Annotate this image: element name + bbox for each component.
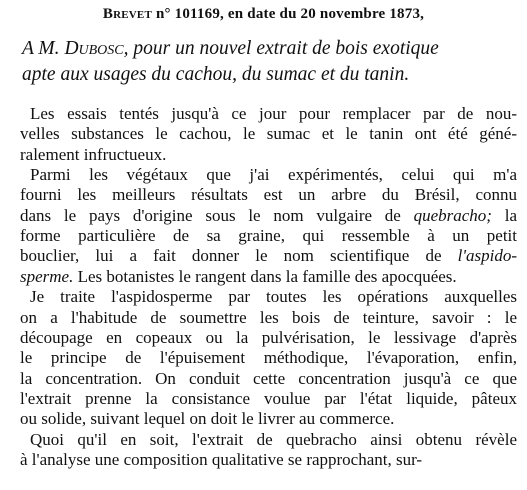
patent-header	[0, 6, 527, 23]
text-line	[20, 369, 517, 389]
italic-term: quebracho;	[413, 205, 492, 225]
text-segment: fourni les meilleurs résultats est un arbre du Brésil, connu	[20, 185, 517, 205]
text-segment: velles substances le cachou, le sumac et le tanin ont été géné-	[20, 124, 517, 144]
text-segment: ou solide, suivant lequel on doit le livrer au commerce.	[20, 409, 395, 429]
text-line	[20, 409, 517, 429]
patent-title-line-1	[22, 36, 512, 62]
text-line	[20, 124, 517, 144]
patent-header-prefix: Brevet	[102, 6, 153, 22]
text-line	[20, 206, 517, 226]
text-line	[20, 389, 517, 409]
text-segment: découpage en copeaux ou la pulvérisation, le lessivage d'après	[20, 327, 517, 347]
text-segment: Les botanistes le rangent dans la famille des apocquées.	[73, 266, 457, 286]
text-line	[30, 165, 517, 185]
text-segment: forme particulière de sa graine, qui ressemble à un petit	[20, 226, 517, 246]
text-segment: on a l'habitude de soumettre les bois de teinture, savoir : le	[20, 307, 517, 327]
text-line	[20, 267, 517, 287]
text-line	[20, 226, 517, 246]
text-line	[20, 348, 517, 368]
text-segment: l'extrait prenne la consistance voulue par l'état liquide, pâteux	[20, 388, 517, 408]
italic-term: l'aspido-	[457, 246, 517, 266]
text-segment: la	[491, 205, 517, 225]
text-line	[20, 246, 517, 266]
text-segment: Parmi les végétaux que j'ai expérimentés, celui qui m'a	[30, 165, 517, 185]
patent-title-prefix: A M.	[22, 38, 65, 59]
text-line	[30, 287, 517, 307]
text-segment: le principe de l'épuisement méthodique, l'évaporation, enfin,	[20, 348, 517, 368]
text-line	[30, 430, 517, 450]
patent-title	[22, 36, 512, 88]
text-line	[20, 185, 517, 205]
text-segment: la concentration. On conduit cette concentration jusqu'à ce que	[20, 368, 517, 388]
patent-title-line-2: apte aux usages du cachou, du sumac et du tanin.	[22, 64, 410, 85]
text-segment: Quoi qu'il en soit, l'extrait de quebracho ainsi obtenu révèle	[30, 429, 517, 449]
text-line	[20, 450, 517, 470]
text-segment: Je traite l'aspidosperme par toutes les opérations auxquelles	[30, 287, 517, 307]
text-line	[20, 328, 517, 348]
text-line	[20, 145, 517, 165]
text-segment: bouclier, lui a fait donner le nom scientifique de	[20, 246, 458, 266]
text-line	[20, 308, 517, 328]
text-segment: dans le pays d'origine sous le nom vulgaire de	[20, 205, 414, 225]
text-segment: à l'analyse une composition qualitative se rapprochant, sur-	[20, 449, 423, 469]
text-segment: ralement infructueux.	[20, 144, 167, 164]
text-line	[30, 104, 517, 124]
patent-header-rest: n° 101169, en date du 20 novembre 1873,	[152, 6, 425, 22]
patent-holder-name: Dubosc	[64, 38, 124, 59]
italic-term: sperme.	[20, 266, 74, 286]
patent-title-rest: , pour un nouvel extrait de bois exotique	[123, 38, 439, 59]
text-segment: Les essais tentés jusqu'à ce jour pour remplacer par de nou-	[30, 104, 517, 123]
